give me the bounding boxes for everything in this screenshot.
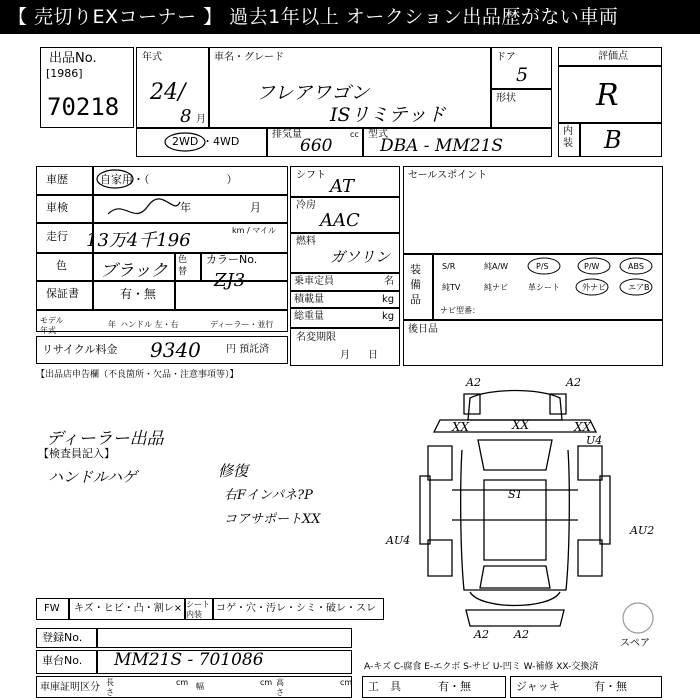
cc-unit: cc: [350, 130, 359, 139]
history-circle: [95, 168, 135, 190]
inspector-note1: ハンドルハゲ: [48, 468, 137, 486]
year-value: 24/: [150, 80, 186, 105]
fuel-value: ガソリン: [330, 248, 391, 266]
mileage-units: km / マイル: [232, 226, 277, 235]
inspector-note4: コアサポートXX: [224, 512, 321, 527]
gross-label: 総重量: [294, 311, 324, 322]
declaration-note: ディーラー出品: [46, 429, 164, 449]
mark-a2-bottom-left: A2: [474, 628, 489, 641]
model-year-label: モデル年式: [40, 316, 64, 335]
cert-label: 車庫証明区分: [40, 682, 100, 693]
name-label: 車名・グレード: [214, 52, 284, 63]
equip-navi: 純ナビ: [484, 283, 508, 292]
equipment-label: 装備品: [410, 263, 421, 306]
mark-u4: U4: [586, 434, 603, 447]
jack-label: ジャッキ: [516, 680, 560, 693]
mileage-value: 13万4千196: [86, 230, 191, 251]
load-label: 積載量: [294, 294, 324, 305]
grade-value: ISリミテッド: [330, 104, 446, 126]
color-change: 色替: [178, 255, 188, 277]
spare-label: スペア: [620, 638, 650, 649]
height-cm: cm: [340, 678, 353, 687]
reg-box: [36, 628, 352, 648]
equip-sr: S/R: [442, 262, 456, 271]
lot-number: 70218: [47, 93, 120, 121]
interior-value: B: [604, 126, 622, 154]
displacement-value: 660: [300, 136, 333, 156]
recycle-label: リサイクル料金: [42, 343, 118, 356]
equip-ps: P/S: [536, 262, 549, 271]
banner: [0, 0, 700, 34]
history-options: 自家用・（ ）: [100, 173, 238, 186]
model-value: DBA - MM21S: [380, 136, 504, 156]
equip-seat: 革シート: [528, 283, 560, 292]
month-unit: 月: [196, 114, 206, 125]
note-box: [403, 320, 663, 366]
shift-value: AT: [330, 176, 355, 197]
seat-label: シート内装: [186, 600, 210, 619]
door-value: 5: [516, 64, 529, 86]
door-label: ドア: [496, 52, 516, 63]
chassis-value: MM21S - 701086: [114, 650, 264, 670]
drive-4wd: ・4WD: [202, 135, 240, 148]
score-label: 評価点: [598, 51, 628, 62]
equip-airbag: エアB: [628, 283, 650, 292]
drive-2wd: 2WD: [172, 135, 199, 148]
inspection-scribble: [104, 196, 184, 222]
color-label: 色: [56, 259, 67, 272]
sales-label: セールスポイント: [408, 170, 488, 181]
change-label: 名変期限: [296, 332, 336, 343]
mark-s1: S1: [508, 488, 523, 501]
banner-text: 【 売切りEXコーナー 】 過去1年以上 オークション出品歴がない車両: [8, 6, 619, 28]
color-value: ブラック: [100, 261, 168, 281]
month-value: 8: [180, 106, 192, 127]
mark-xx-3: XX: [574, 420, 592, 434]
dealer-label: ディーラー・並行: [210, 320, 274, 329]
equip-extnavi: 外ナビ: [582, 283, 606, 292]
handle-label: ハンドル 左・右: [120, 320, 179, 329]
color-no-label: カラーNo.: [206, 253, 258, 266]
change-unit: 月日: [340, 350, 396, 361]
shape-label: 形状: [496, 93, 516, 104]
width-label: 幅: [196, 682, 204, 691]
model-label: 型式: [368, 129, 388, 140]
ac-value: AAC: [320, 210, 360, 231]
ac-label: 冷房: [296, 200, 316, 211]
inspector-note3: 右Fインパネ?P: [224, 488, 313, 503]
mark-a2-bottom-right: A2: [514, 628, 529, 641]
inspection-label: 車検: [46, 201, 68, 214]
equip-abs: ABS: [628, 262, 644, 271]
tool-options: 有・無: [438, 680, 471, 693]
drive-circle: [163, 131, 207, 153]
declaration-label: 【出品店申告欄（不良箇所・欠品・注意事項等）】: [36, 370, 239, 380]
lot-label: 出品No.: [49, 51, 97, 66]
length-cm: cm: [176, 678, 189, 687]
mark-au4: AU4: [386, 534, 411, 547]
length-label: 長さ: [106, 678, 114, 697]
capacity-unit: 名: [384, 276, 394, 287]
score-value: R: [596, 78, 619, 113]
mark-xx-1: XX: [452, 420, 470, 434]
model-year-unit: 年: [108, 320, 116, 329]
note-label: 後日品: [408, 324, 438, 335]
equip-aw: 純A/W: [484, 262, 509, 271]
tool-label: 工 具: [368, 680, 401, 693]
lot-year-tag: [1986]: [46, 67, 83, 80]
equipment-circles: [436, 256, 660, 300]
legend: A-キズ C-腐食 E-エクボ S-サビ U-凹ミ W-補修 XX-交換済: [364, 662, 599, 672]
equip-tv: 純TV: [442, 283, 461, 292]
recycle-value: 9340: [150, 338, 201, 362]
load-unit: kg: [382, 294, 395, 305]
height-label: 高さ: [276, 678, 284, 697]
mark-a2-top-right: A2: [566, 376, 581, 389]
inspector-note2: 修復: [218, 462, 249, 480]
color-no-value: ZJ3: [214, 270, 246, 291]
reg-label: 登録No.: [42, 631, 83, 644]
inspection-month: 月: [250, 201, 261, 214]
year-label: 年式: [142, 52, 162, 63]
inspection-year: 年: [180, 201, 191, 214]
navi-label: ナビ型番：: [440, 306, 480, 315]
mark-xx-2: XX: [512, 418, 530, 432]
interior-label: 内装: [563, 126, 573, 149]
fw-options: キズ・ヒビ・凸・割レ×: [74, 603, 183, 614]
shift-label: シフト: [296, 170, 326, 181]
mileage-label: 走行: [46, 230, 68, 243]
warranty-label: 保証書: [46, 287, 79, 300]
fuel-label: 燃料: [296, 236, 316, 247]
mark-au2: AU2: [630, 524, 655, 537]
capacity-label: 乗車定員: [294, 276, 334, 287]
history-label: 車歴: [46, 173, 68, 186]
warranty-options: 有・無: [120, 287, 157, 301]
equip-pw: P/W: [584, 262, 600, 271]
spare-circle: [618, 600, 658, 636]
chassis-label: 車台No.: [42, 654, 83, 667]
gross-unit: kg: [382, 311, 395, 322]
name-value: フレアワゴン: [256, 82, 370, 104]
recycle-unit: 円 預託済: [226, 344, 270, 355]
width-cm: cm: [260, 678, 273, 687]
mark-a2-top-left: A2: [466, 376, 481, 389]
displacement-label: 排気量: [272, 129, 302, 140]
jack-options: 有・無: [594, 680, 627, 693]
inspector-label: 【検査員記入】: [38, 447, 115, 460]
fw-label: FW: [44, 603, 60, 614]
seat-options: コゲ・穴・汚レ・シミ・破レ・スレ: [216, 603, 376, 614]
